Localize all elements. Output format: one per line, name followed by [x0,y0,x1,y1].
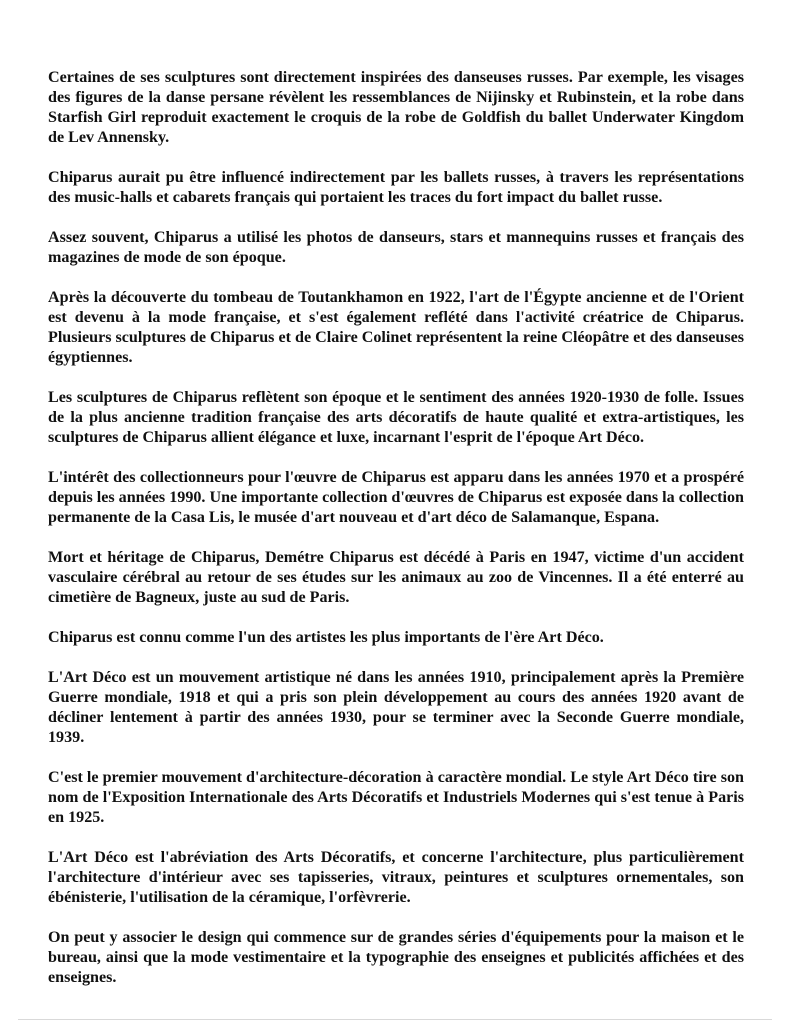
paragraph-egyptian-influence: Après la découverte du tombeau de Toutankhamon en 1922, l'art de l'Égypte ancienne et de l'Orient est devenu à la mode française, et s'est également reflété dans l'activité créatrice de Chiparus. Plusieurs sculptures de Chiparus et de Claire Colinet représentent la reine Cléopâtre et des danseuses égyptiennes. [48,289,744,366]
paragraph-art-deco-name-origin: C'est le premier mouvement d'architecture-décoration à caractère mondial. Le style Art Déco tire son nom de l'Exposition Internationale des Arts Décoratifs et Industriels Modernes qui s'est tenue à Paris en 1925. [48,769,744,826]
paragraph-dancers-inspiration: Certaines de ses sculptures sont directement inspirées des danseuses russes. Par exemple, les visages des figures de la danse persane révèlent les ressemblances de Nijinsky et Rubinstein, et la robe dans Starfish Girl reproduit exactement le croquis de la robe de Goldfish du ballet Underwater Kingdom de Lev Annensky. [48,69,744,146]
paragraph-art-deco-importance: Chiparus est connu comme l'un des artistes les plus importants de l'ère Art Déco. [48,629,604,646]
paragraph-design-association: On peut y associer le design qui commence sur de grandes séries d'équipements pour la maison et le bureau, ainsi que la mode vestimentaire et la typographie des enseignes et publicités affichées et des enseignes. [48,929,744,986]
paragraph-death-legacy: Mort et héritage de Chiparus, Demétre Chiparus est décédé à Paris en 1947, victime d'un accident vasculaire cérébral au retour de ses études sur les animaux au zoo de Vincennes. Il a été enterré au cimetière de Bagneux, juste au sud de Paris. [48,549,744,606]
paragraph-russian-ballets: Chiparus aurait pu être influencé indirectement par les ballets russes, à travers les représentations des music-halls et cabarets français qui portaient les traces du fort impact du ballet russe. [48,169,744,206]
paragraph-art-deco-movement: L'Art Déco est un mouvement artistique né dans les années 1910, principalement après la Première Guerre mondiale, 1918 et qui a pris son plein développement au cours des années 1920 avant de décliner lentement à partir des années 1930, pour se terminer avec la Seconde Guerre mondiale, 1939. [48,669,744,746]
paragraph-collectors-interest: L'intérêt des collectionneurs pour l'œuvre de Chiparus est apparu dans les années 1970 et a prospéré depuis les années 1990. Une importante collection d'œuvres de Chiparus est exposée dans la collection permanente de la Casa Lis, le musée d'art nouveau et d'art déco de Salamanque, Espana. [48,469,744,526]
paragraph-epoch-reflection: Les sculptures de Chiparus reflètent son époque et le sentiment des années 1920-1930 de folle. Issues de la plus ancienne tradition française des arts décoratifs de haute qualité et extra-artistiques, les sculptures de Chiparus allient élégance et luxe, incarnant l'esprit de l'époque Art Déco. [48,389,744,446]
paragraph-photos-magazines: Assez souvent, Chiparus a utilisé les photos de danseurs, stars et mannequins russes et français des magazines de mode de son époque. [48,229,744,266]
document-body [48,68,744,988]
page-bottom-edge [18,1019,772,1020]
paragraph-art-deco-definition: L'Art Déco est l'abréviation des Arts Décoratifs, et concerne l'architecture, plus particulièrement l'architecture d'intérieur avec ses tapisseries, vitraux, peintures et sculptures ornementales, son ébénisterie, l'utilisation de la céramique, l'orfèvrerie. [48,849,744,906]
